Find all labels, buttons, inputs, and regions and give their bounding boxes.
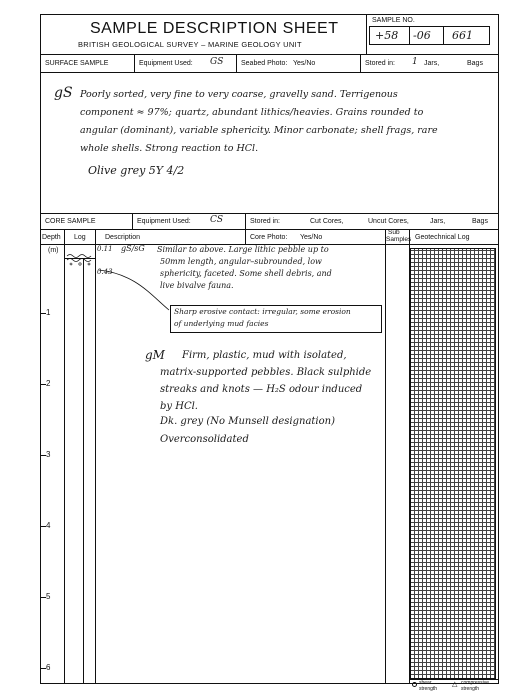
sample-no-part-1: +58 (375, 29, 399, 42)
depth-b: 0.43 (97, 268, 113, 276)
core-sample-label: CORE SAMPLE (45, 218, 96, 225)
sample-no-part-2: -06 (413, 29, 431, 42)
unit1-line-1: Similar to above. Large lithic pebble up to (157, 245, 329, 254)
unit1-line-2: 50mm length, angular–subrounded, low (160, 257, 322, 266)
core-equipment-label: Equipment Used: (137, 218, 191, 225)
surface-colour: Olive grey 5Y 4/2 (88, 164, 185, 177)
seabed-photo-label: Seabed Photo: (241, 60, 288, 67)
unit2-line-3: streaks and knots — H₂S odour induced (160, 384, 363, 395)
depth-mark-2: 2 (46, 379, 51, 388)
surface-sample-label: SURFACE SAMPLE (45, 60, 109, 67)
sheet-subtitle: BRITISH GEOLOGICAL SURVEY – MARINE GEOLOGY UNIT (78, 40, 302, 49)
gravel-sand-log-symbol (66, 253, 96, 267)
core-cut-cores: Cut Cores, (310, 218, 344, 225)
col-samples: Samples (386, 236, 412, 243)
contact-arrow (95, 264, 175, 314)
depth-mark-1: 1 (46, 308, 51, 317)
unit2-line-4: by HCl. (160, 401, 198, 412)
surface-stored-label: Stored in: (365, 60, 395, 67)
surface-stored-count: 1 (412, 57, 418, 67)
depth-mark-6: 6 (46, 663, 51, 672)
col-depth: Depth (42, 234, 61, 241)
unit2-code: gM (145, 348, 165, 362)
surface-line-3: angular (dominant), variable sphericity. Minor carbonate; shell frags, rare (80, 125, 438, 136)
surface-bags: Bags (467, 60, 483, 67)
sample-no-label: SAMPLE NO. (372, 17, 415, 24)
geotechnical-grid-frame (410, 248, 496, 679)
core-stored-label: Stored in: (250, 218, 280, 225)
surface-jars: Jars, (424, 60, 440, 67)
core-jars: Jars, (430, 218, 446, 225)
seabed-photo-value: Yes/No (293, 60, 316, 67)
surface-line-2: component ≈ 97%; quartz, abundant lithics/heavies. Grains rounded to (80, 107, 424, 118)
sample-no-part-3: 661 (452, 29, 473, 42)
unit2-colour: Dk. grey (No Munsell designation) (160, 416, 335, 427)
core-equipment-value: CS (210, 215, 224, 225)
shear-strength-symbol (412, 682, 417, 687)
sheet-title: SAMPLE DESCRIPTION SHEET (90, 20, 339, 37)
depth-mark-5: 5 (46, 592, 51, 601)
unit2-line-2: matrix-supported pebbles. Black sulphide (160, 367, 372, 378)
surface-equipment-value: GS (210, 57, 224, 67)
depth-mark-4: 4 (46, 521, 51, 530)
col-geotech: Geotechnical Log (415, 234, 470, 241)
col-log: Log (74, 234, 86, 241)
surface-code: gS (54, 85, 73, 101)
core-bags: Bags (472, 218, 488, 225)
depth-mark-3: 3 (46, 450, 51, 459)
contact-line-2: of underlying mud facies (174, 319, 269, 328)
surface-line-4: whole shells. Strong reaction to HCl. (80, 143, 259, 154)
unit1-line-3: sphericity, faceted. Some shell debris, and (160, 269, 332, 278)
core-photo-label: Core Photo: (250, 234, 288, 241)
depth-a: 0.11 (97, 245, 113, 253)
unit2-line-1: Firm, plastic, mud with isolated, (182, 350, 347, 361)
col-sub: Sub (388, 229, 400, 236)
contact-line-1: Sharp erosive contact: irregular, some erosion (174, 307, 351, 316)
surface-line-1: Poorly sorted, very fine to very coarse, gravelly sand. Terrigenous (80, 89, 398, 100)
core-photo-value: Yes/No (300, 234, 323, 241)
unit1-line-4: live bivalve fauna. (160, 281, 234, 290)
compressive-strength-symbol: △ (452, 681, 458, 688)
unit2-note: Overconsolidated (160, 434, 249, 445)
depth-unit: (m) (48, 247, 59, 254)
legend-comp: compressive strength (461, 680, 490, 692)
core-uncut-cores: Uncut Cores, (368, 218, 409, 225)
legend-shear: shear strength (419, 680, 438, 692)
surface-equipment-label: Equipment Used: (139, 60, 193, 67)
col-description: Description (105, 234, 141, 241)
unit1-code: gS/sG (121, 244, 145, 253)
